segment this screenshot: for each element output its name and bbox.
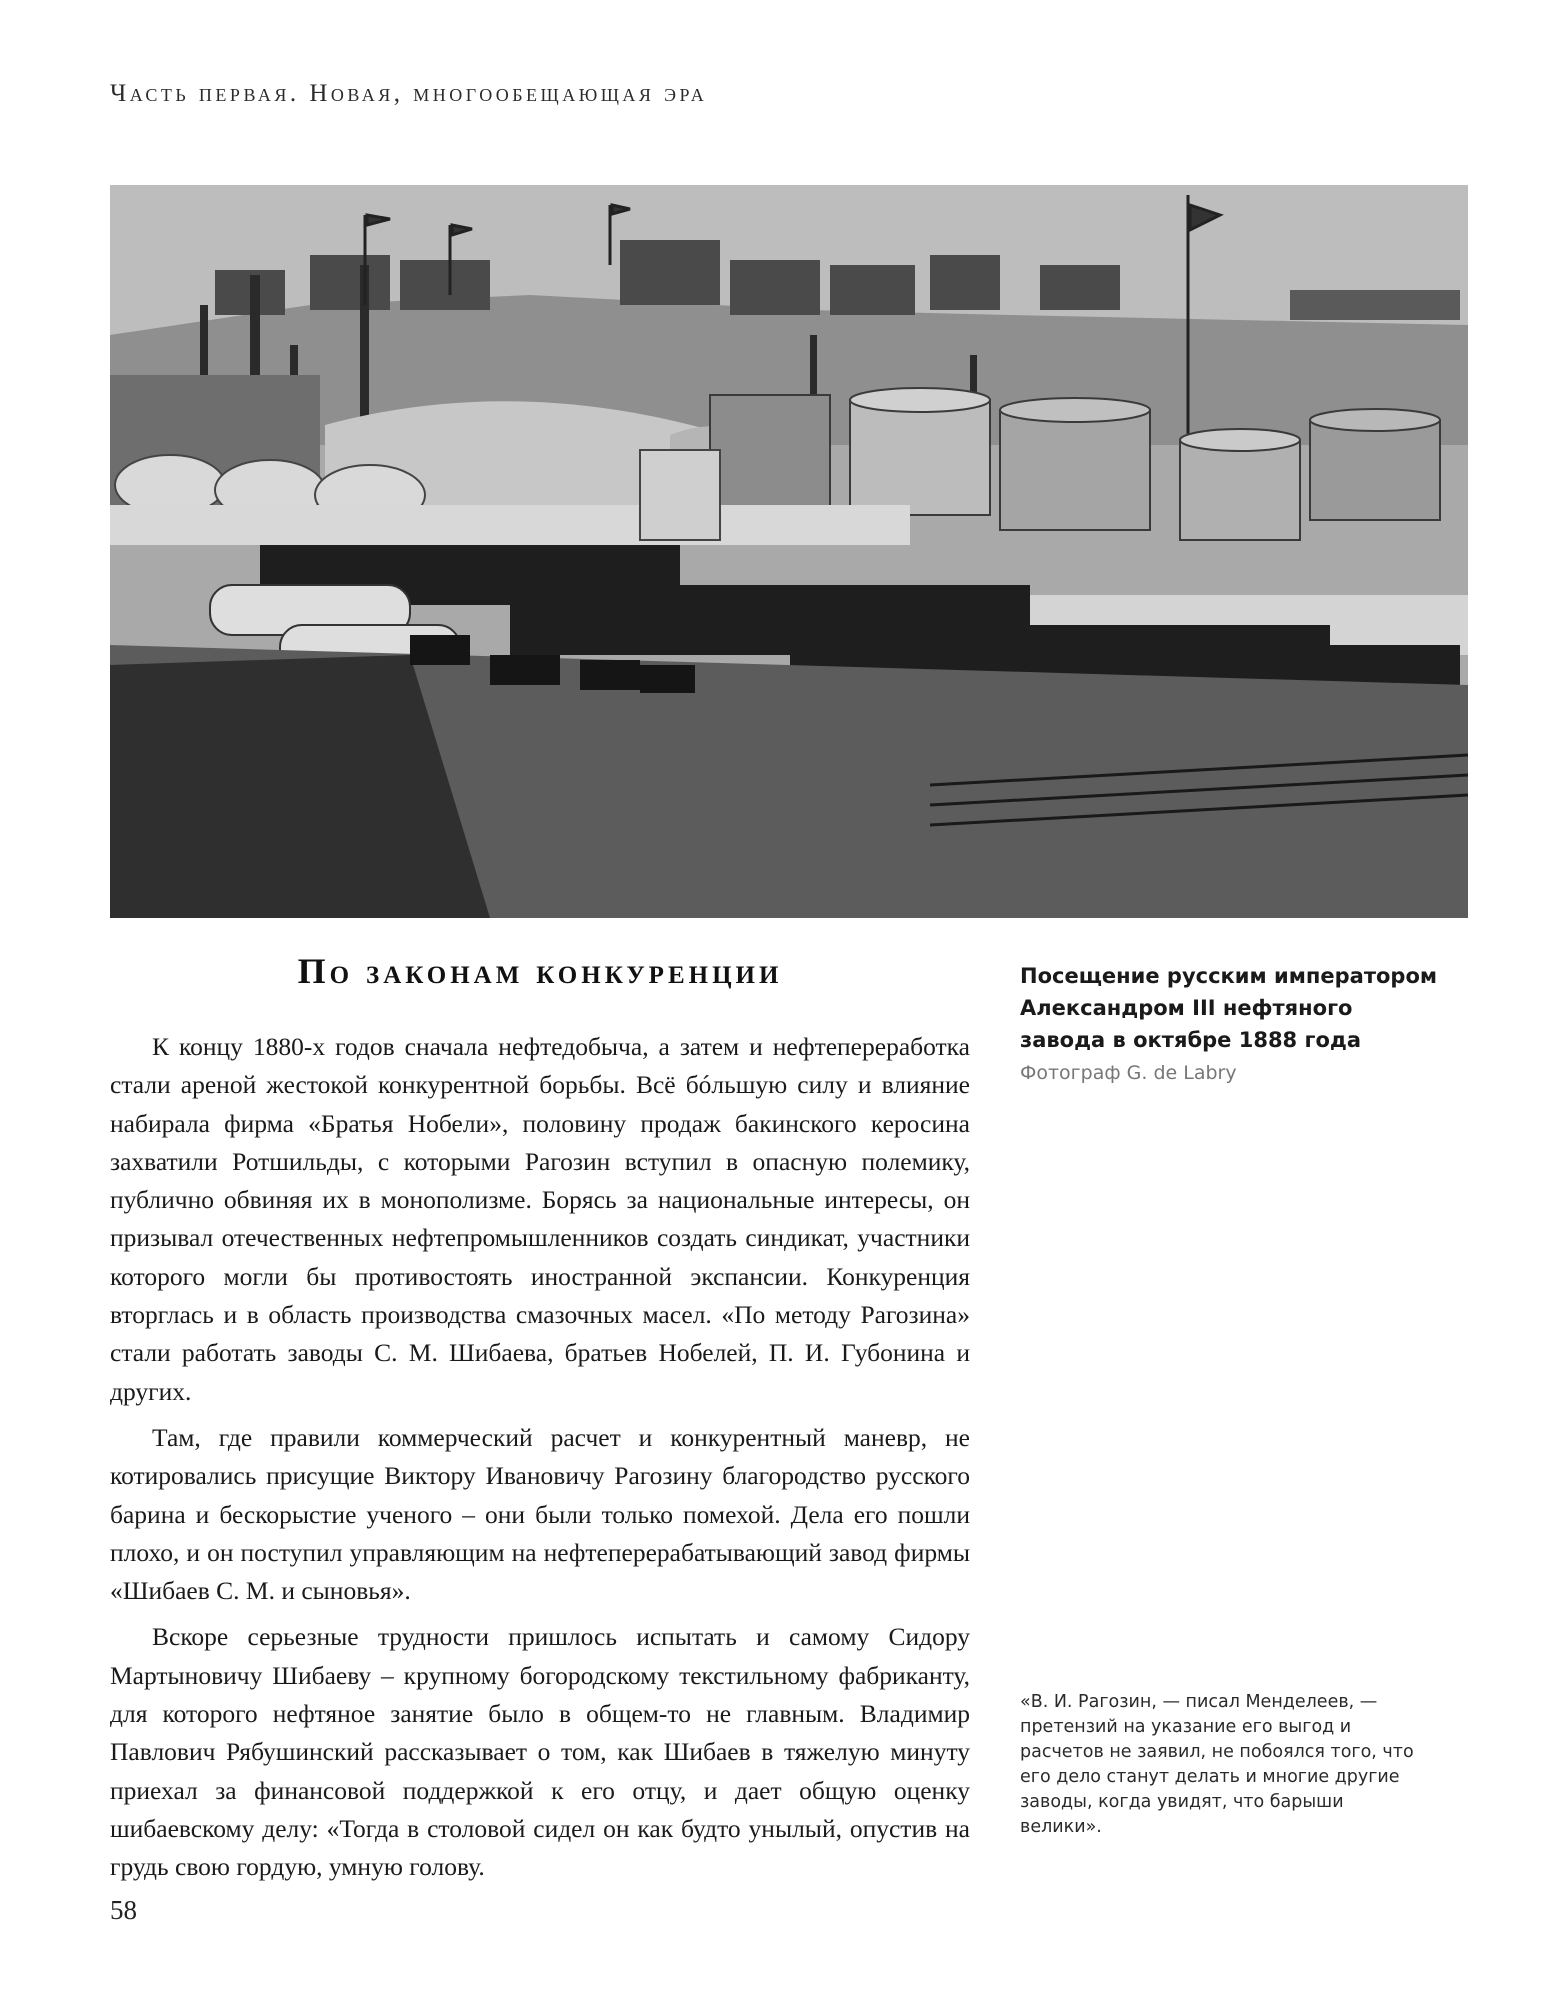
page-number: 58 bbox=[110, 1895, 137, 1925]
paragraph: Там, где правили коммерческий расчет и конкурентный маневр, не котировались присущие Виктору Ивановичу Рагозину благородство русского барина и бескорыстие ученого – они были только помехой. Дела его пошли плохо, и он поступил управляющим на нефтеперерабатывающий завод фирмы «Шибаев С. М. и сыновья». bbox=[110, 1422, 970, 1606]
photo-caption bbox=[1020, 960, 1440, 1086]
paragraph: К концу 1880-х годов сначала нефтедобыча, а затем и нефтепереработка стали ареной жестокой конкурентной борьбы. Всё бóльшую силу и влияние набирала фирма «Братья Нобели», половину продаж бакинского керосина захватили Ротшильды, с которыми Рагозин вступил в опасную полемику, публично обвиняя их в монополизме. Борясь за национальные интересы, он призывал отечественных нефтепромышленников создать синдикат, участники которого могли бы противостоять иностранной экспансии. Конкуренция вторглась и в область производства смазочных масел. «По методу Рагозина» стали работать заводы С. М. Шибаева, братьев Нобелей, П. И. Губонина и других. bbox=[110, 1032, 970, 1406]
photo-gate bbox=[640, 450, 720, 540]
caption-credit: Фотограф G. de Labry bbox=[1020, 1062, 1237, 1084]
body-text bbox=[110, 1028, 970, 1895]
paragraph: Вскоре серьезные трудности пришлось испытать и самому Сидору Мартыновичу Шибаеву – крупному богородскому текстильному фабриканту, для которого нефтяное занятие было в общем-то не главным. Владимир Павлович Рябушинский рассказывает о том, как Шибаев в тяжелую минуту приехал за финансовой поддержкой к его отцу, и дает общую оценку шибаевскому делу: «Тогда в столовой сидел он как будто унылый, опустив на грудь свою гордую, умную голову. bbox=[110, 1622, 970, 1882]
section-title: По законам конкуренции bbox=[297, 951, 783, 991]
historical-photo bbox=[110, 185, 1468, 918]
caption-title: Посещение русским императором Александром III нефтяного завода в октябре 1888 года bbox=[1020, 964, 1438, 1052]
photo-wall bbox=[110, 505, 910, 545]
sidenote-quote: «В. И. Рагозин, — писал Менделеев, — претензий на указание его выгод и расчетов не заявил, не побоялся того, что его дело станут делать и многие другие заводы, когда увидят, что барыши велики». bbox=[1020, 1692, 1414, 1837]
running-head: Часть первая. Новая, многообещающая эра bbox=[110, 80, 708, 107]
